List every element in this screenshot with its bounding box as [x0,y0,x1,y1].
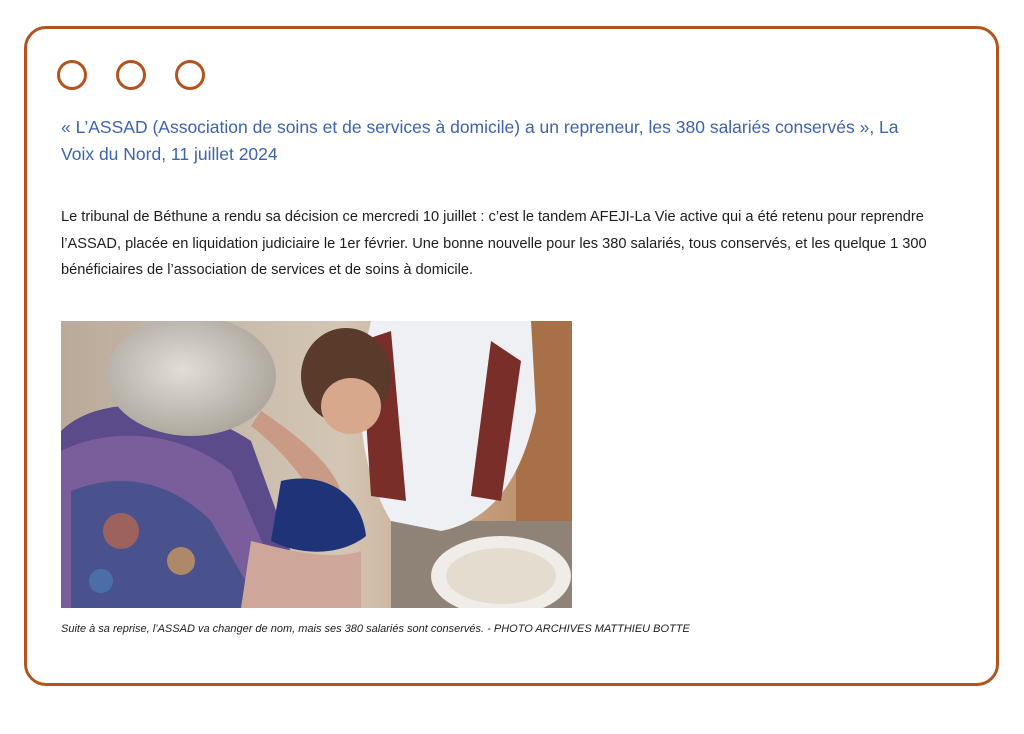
circle-icon [57,60,87,90]
article-headline: « L’ASSAD (Association de soins et de services à domicile) a un repreneur, les 380 salariés conservés », La Voix du Nord, 11 juillet 2024 [61,117,899,164]
decorative-dots [57,60,205,90]
article-photo [61,321,572,608]
article-body: Le tribunal de Béthune a rendu sa décision ce mercredi 10 juillet : c’est le tandem AFEJI-La Vie active qui a été retenu pour reprendre l’ASSAD, placée en liquidation judiciaire le 1er février. Une bonne nouvelle pour les 380 salariés, tous conservés, et les quelque 1 300 bénéficiaires de l’association de services et de soins à domicile. [61,209,927,278]
circle-icon [116,60,146,90]
circle-icon [175,60,205,90]
photo-caption: Suite à sa reprise, l’ASSAD va changer de nom, mais ses 380 salariés sont conservés. - PHOTO ARCHIVES MATTHIEU BOTTE [61,623,690,635]
